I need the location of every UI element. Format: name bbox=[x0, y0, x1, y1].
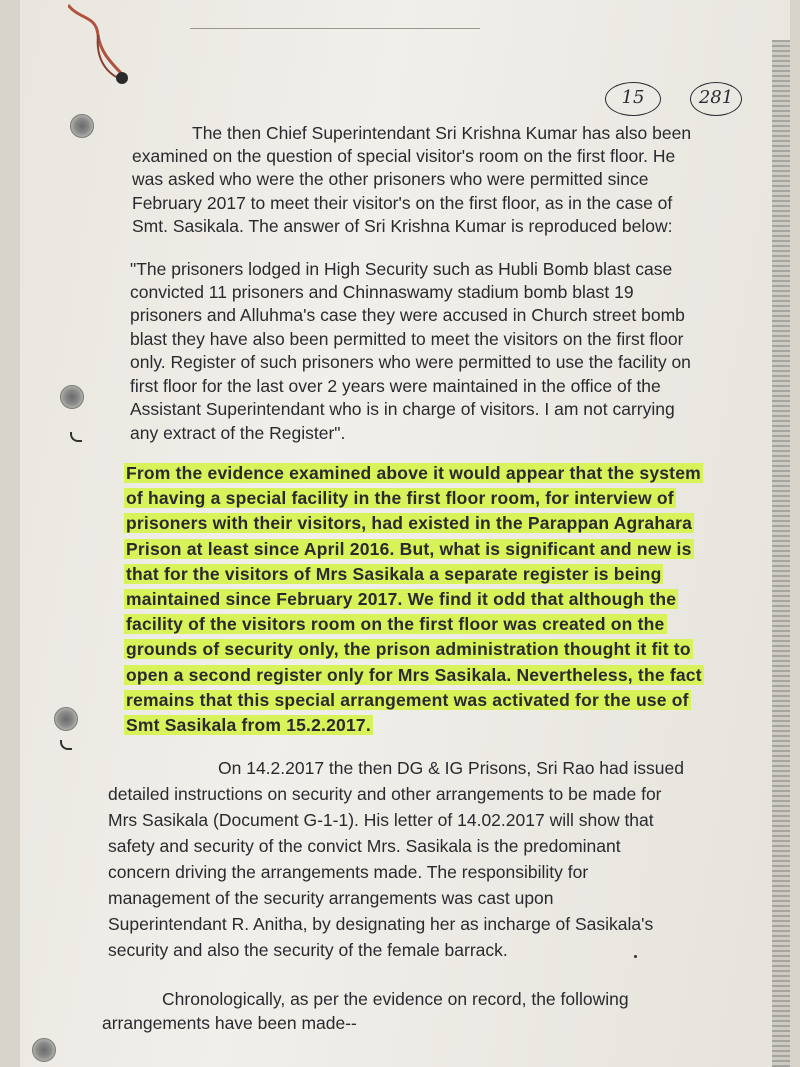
text-line: On 14.2.2017 the then DG & IG Prisons, Sri Rao had issued bbox=[218, 758, 684, 778]
punch-hole-lower bbox=[54, 707, 78, 731]
highlighted-line: maintained since February 2017. We find it odd that although the bbox=[126, 589, 677, 609]
text-line: The then Chief Superintendant Sri Krishna Kumar has also been bbox=[192, 123, 692, 143]
text-line: security and also the security of the female barrack. bbox=[108, 940, 508, 960]
text-line: was asked who were the other prisoners who were permitted since bbox=[132, 169, 649, 189]
binding-string bbox=[68, 0, 128, 90]
header-rule bbox=[190, 28, 480, 29]
text-line: first floor for the last over 2 years were maintained in the office of the bbox=[130, 376, 661, 396]
document-page bbox=[20, 0, 790, 1067]
page-edge-shadow bbox=[772, 40, 790, 1067]
text-line: any extract of the Register". bbox=[130, 423, 346, 443]
text-line: "The prisoners lodged in High Security such as Hubli Bomb blast case bbox=[130, 259, 673, 279]
text-line: convicted 11 prisoners and Chinnaswamy stadium bomb blast 19 bbox=[130, 282, 634, 302]
punch-hole-bottom bbox=[32, 1038, 56, 1062]
page-number-stamp-right: 281 bbox=[690, 82, 742, 116]
text-line: only. Register of such prisoners who were permitted to use the facility on bbox=[130, 352, 691, 372]
highlighted-line: grounds of security only, the prison administration thought it fit to bbox=[126, 639, 691, 659]
highlighted-line: Smt Sasikala from 15.2.2017. bbox=[126, 715, 371, 735]
punch-hole-top bbox=[70, 114, 94, 138]
text-line: Chronologically, as per the evidence on record, the following bbox=[162, 989, 629, 1009]
highlighted-line: remains that this special arrangement was activated for the use of bbox=[126, 690, 689, 710]
punch-hole-middle bbox=[60, 385, 84, 409]
page-number-stamp-left: 15 bbox=[605, 82, 661, 116]
text-line: Smt. Sasikala. The answer of Sri Krishna Kumar is reproduced below: bbox=[132, 216, 673, 236]
text-line: prisoners and Alluhma's case they were accused in Church street bomb bbox=[130, 305, 685, 325]
highlighted-line: open a second register only for Mrs Sasikala. Nevertheless, the fact bbox=[126, 665, 702, 685]
text-line: arrangements have been made-- bbox=[102, 1013, 357, 1033]
text-line: safety and security of the convict Mrs. Sasikala is the predominant bbox=[108, 836, 621, 856]
highlighted-line: prisoners with their visitors, had existed in the Parappan Agrahara bbox=[126, 513, 693, 533]
text-line: detailed instructions on security and other arrangements to be made for bbox=[108, 784, 662, 804]
highlighted-line: of having a special facility in the first floor room, for interview of bbox=[126, 488, 674, 508]
text-line: concern driving the arrangements made. The responsibility for bbox=[108, 862, 589, 882]
highlighted-line: that for the visitors of Mrs Sasikala a separate register is being bbox=[126, 564, 662, 584]
margin-mark bbox=[60, 740, 72, 750]
ink-dot bbox=[634, 955, 637, 958]
text-line: February 2017 to meet their visitor's on the first floor, as in the case of bbox=[132, 193, 673, 213]
highlighted-line: From the evidence examined above it would appear that the system bbox=[126, 463, 701, 483]
text-line: Superintendant R. Anitha, by designating her as incharge of Sasikala's bbox=[108, 914, 654, 934]
text-line: blast they have also been permitted to meet the visitors on the first floor bbox=[130, 329, 684, 349]
text-line: Assistant Superintendant who is in charge of visitors. I am not carrying bbox=[130, 399, 675, 419]
margin-mark bbox=[70, 432, 82, 442]
text-line: management of the security arrangements was cast upon bbox=[108, 888, 554, 908]
highlighted-line: Prison at least since April 2016. But, what is significant and new is bbox=[126, 539, 692, 559]
text-line: Mrs Sasikala (Document G-1-1). His letter of 14.02.2017 will show that bbox=[108, 810, 654, 830]
text-line: examined on the question of special visitor's room on the first floor. He bbox=[132, 146, 676, 166]
highlighted-line: facility of the visitors room on the first floor was created on the bbox=[126, 614, 665, 634]
